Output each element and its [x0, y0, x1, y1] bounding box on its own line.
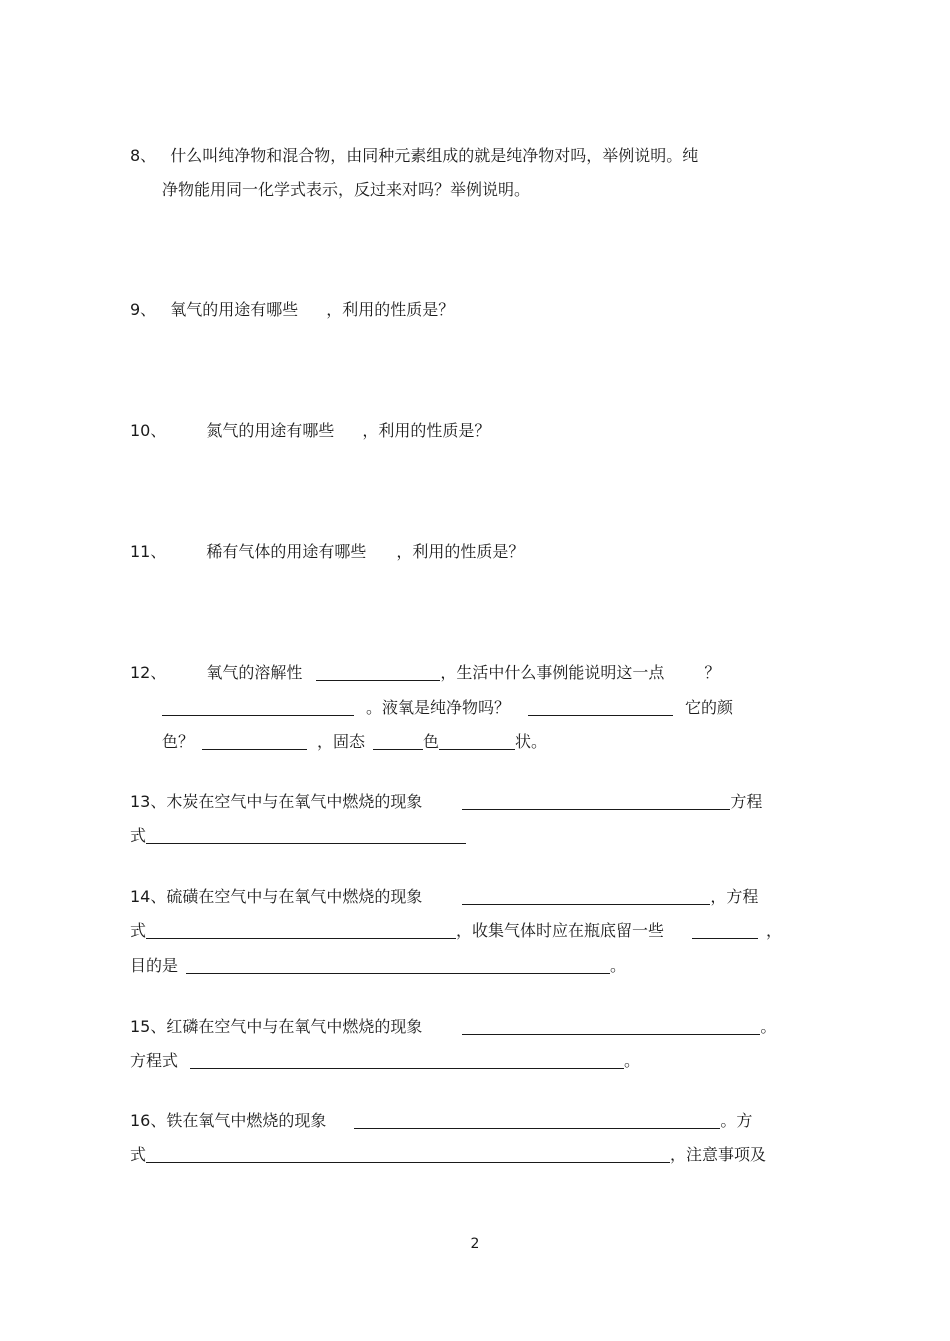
answer-blank[interactable] — [462, 1018, 760, 1035]
question-15 — [130, 1017, 776, 1037]
page-number: 2 — [470, 1236, 480, 1252]
question-text: 色 — [423, 732, 440, 751]
question-number: 12、 — [130, 663, 167, 682]
question-13-cont — [130, 826, 466, 846]
question-text: ，收集气体时应在瓶底留一些 — [456, 921, 665, 940]
answer-blank[interactable] — [439, 733, 515, 750]
question-12-cont — [162, 698, 733, 718]
answer-blank[interactable] — [528, 699, 673, 716]
question-text: ，生活中什么事例能说明这一点 — [440, 663, 665, 682]
answer-blank[interactable] — [462, 793, 730, 810]
question-text: 方程式 — [130, 1051, 179, 1070]
answer-blank[interactable] — [146, 827, 466, 844]
question-text: 目的是 — [130, 956, 179, 975]
question-10 — [130, 421, 490, 441]
question-13 — [130, 792, 762, 812]
answer-blank[interactable] — [186, 957, 610, 974]
question-8 — [130, 146, 698, 166]
question-text: ，方程 — [710, 887, 759, 906]
question-text: 稀有气体的用途有哪些 — [206, 542, 367, 561]
question-text: ，固态 — [317, 732, 366, 751]
question-14 — [130, 887, 758, 907]
question-text: 式 — [130, 1145, 147, 1164]
answer-blank[interactable] — [162, 699, 354, 716]
question-text: ，注意事项及 — [670, 1145, 767, 1164]
question-number: 11、 — [130, 542, 167, 561]
question-text: ， — [766, 921, 783, 940]
question-number: 10、 — [130, 421, 167, 440]
question-text: 什么叫纯净物和混合物，由同种元素组成的就是纯净物对吗，举例说明。纯 — [170, 146, 699, 165]
question-number: 8、 — [130, 146, 157, 165]
answer-blank[interactable] — [462, 888, 710, 905]
answer-blank[interactable] — [146, 1146, 670, 1163]
question-16 — [130, 1111, 752, 1131]
question-text: 15、红磷在空气中与在氧气中燃烧的现象 — [130, 1017, 423, 1036]
question-9 — [130, 300, 454, 320]
question-15-cont — [130, 1051, 640, 1071]
question-12 — [130, 663, 720, 683]
question-text: 。液氧是纯净物吗？ — [366, 698, 511, 717]
answer-blank[interactable] — [692, 922, 758, 939]
question-text: 13、木炭在空气中与在氧气中燃烧的现象 — [130, 792, 423, 811]
question-text: 。 — [624, 1051, 641, 1070]
question-text: 氧气的溶解性 — [206, 663, 303, 682]
question-8-cont — [162, 180, 530, 200]
question-text: 它的颜 — [685, 698, 734, 717]
question-12-cont-2 — [162, 732, 547, 752]
question-text: 式 — [130, 826, 147, 845]
question-text: ，利用的性质是？ — [362, 421, 491, 440]
answer-blank[interactable] — [146, 922, 456, 939]
question-text: 氧气的用途有哪些 — [170, 300, 299, 319]
answer-blank[interactable] — [316, 664, 440, 681]
question-text: 色？ — [162, 732, 195, 751]
question-14-cont — [130, 921, 782, 941]
question-text: 14、硫磺在空气中与在氧气中燃烧的现象 — [130, 887, 423, 906]
question-16-cont — [130, 1145, 766, 1165]
question-text: 净物能用同一化学式表示，反过来对吗？举例说明。 — [162, 180, 531, 199]
answer-blank[interactable] — [190, 1052, 624, 1069]
question-text: 。 — [760, 1017, 777, 1036]
answer-blank[interactable] — [354, 1112, 720, 1129]
question-text: 式 — [130, 921, 147, 940]
question-text: 方程 — [730, 792, 763, 811]
question-text: 16、铁在氧气中燃烧的现象 — [130, 1111, 327, 1130]
question-text: ？ — [704, 663, 721, 682]
question-number: 9、 — [130, 300, 157, 319]
question-text: 。 — [610, 956, 627, 975]
question-text: ，利用的性质是？ — [396, 542, 525, 561]
answer-blank[interactable] — [373, 733, 423, 750]
answer-blank[interactable] — [202, 733, 307, 750]
question-text: 。方 — [720, 1111, 753, 1130]
question-14-cont-2 — [130, 956, 626, 976]
question-text: 状。 — [515, 732, 548, 751]
question-text: ，利用的性质是？ — [326, 300, 455, 319]
question-11 — [130, 542, 524, 562]
question-text: 氮气的用途有哪些 — [206, 421, 335, 440]
